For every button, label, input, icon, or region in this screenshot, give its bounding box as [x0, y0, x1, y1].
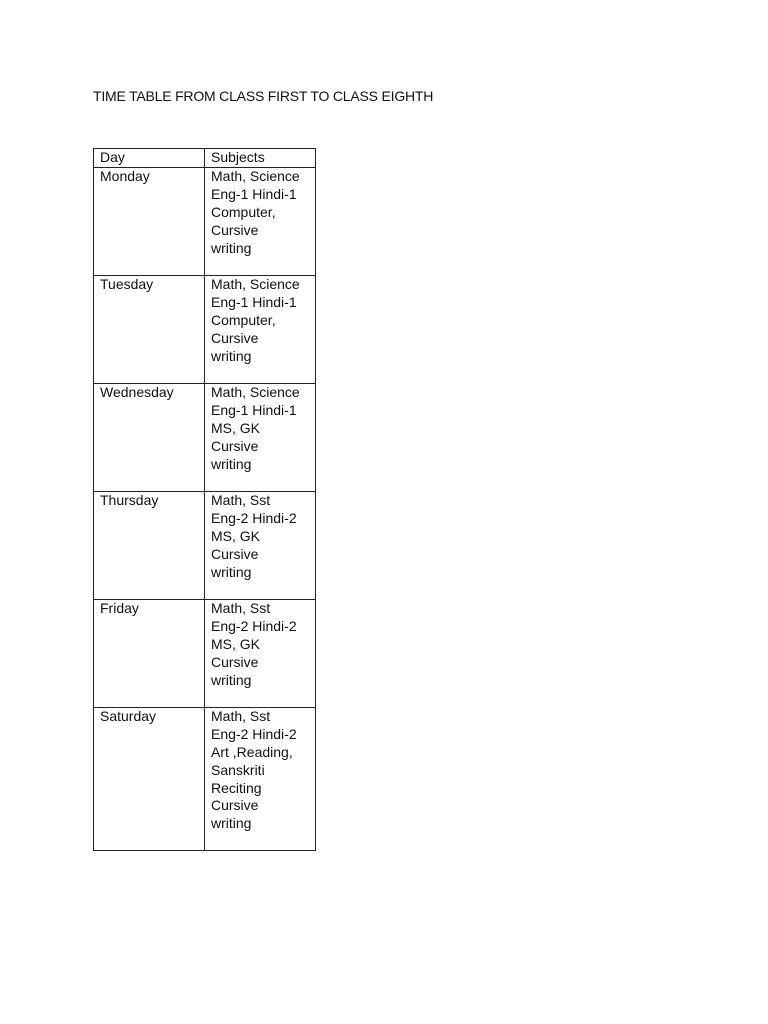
subject-line: Reciting: [211, 779, 262, 796]
subject-line: Math, Sst: [211, 599, 271, 616]
subject-line: Eng-1 Hindi-1: [211, 293, 297, 310]
document-title: TIME TABLE FROM CLASS FIRST TO CLASS EIGHTH: [93, 88, 434, 104]
subject-line: Computer,: [211, 311, 276, 328]
subject-line: Math, Science: [211, 383, 300, 400]
subject-line: writing: [211, 815, 252, 832]
table-row-tuesday: [94, 275, 316, 383]
subject-line: MS, GK: [211, 419, 261, 436]
day-cell: Tuesday: [94, 275, 205, 383]
subjects-cell: [205, 491, 316, 599]
subject-line: Art ,Reading,: [211, 743, 293, 760]
subject-line: Eng-2 Hindi-2: [211, 725, 297, 742]
subject-line: MS, GK: [211, 527, 261, 544]
subjects-cell: [205, 167, 316, 275]
day-cell: Saturday: [94, 707, 205, 850]
subject-line: Cursive: [211, 221, 259, 238]
subjects-cell: [205, 275, 316, 383]
subject-line: Cursive: [211, 329, 259, 346]
subject-line: Cursive: [211, 653, 259, 670]
subjects-cell: [205, 383, 316, 491]
table-row-wednesday: [94, 383, 316, 491]
subject-line: writing: [211, 455, 252, 472]
subject-line: Eng-2 Hindi-2: [211, 509, 297, 526]
subject-line: Cursive: [211, 437, 259, 454]
table-row-monday: [94, 167, 316, 275]
subject-line: Cursive: [211, 797, 259, 814]
subject-line: Math, Sst: [211, 707, 271, 724]
subject-line: Eng-1 Hindi-1: [211, 401, 297, 418]
subjects-cell: [205, 707, 316, 850]
subject-line: Math, Science: [211, 275, 300, 292]
table-row-saturday: [94, 707, 316, 850]
subject-line: writing: [211, 563, 252, 580]
subject-line: writing: [211, 671, 252, 688]
table-row-thursday: [94, 491, 316, 599]
subject-line: Math, Science: [211, 167, 300, 184]
day-cell: Monday: [94, 167, 205, 275]
subject-line: MS, GK: [211, 635, 261, 652]
subject-line: Math, Sst: [211, 491, 271, 508]
table-row-friday: [94, 599, 316, 707]
subject-line: Eng-1 Hindi-1: [211, 185, 297, 202]
header-subjects: Subjects: [205, 149, 316, 168]
subject-line: Cursive: [211, 545, 259, 562]
header-day: Day: [94, 149, 205, 168]
subject-line: writing: [211, 239, 252, 256]
day-cell: Friday: [94, 599, 205, 707]
subject-line: Computer,: [211, 203, 276, 220]
subject-line: Sanskriti: [211, 761, 265, 778]
table-header-row: [94, 149, 316, 168]
subject-line: Eng-2 Hindi-2: [211, 617, 297, 634]
subjects-cell: [205, 599, 316, 707]
day-cell: Wednesday: [94, 383, 205, 491]
timetable: [93, 148, 316, 851]
subject-line: writing: [211, 347, 252, 364]
day-cell: Thursday: [94, 491, 205, 599]
